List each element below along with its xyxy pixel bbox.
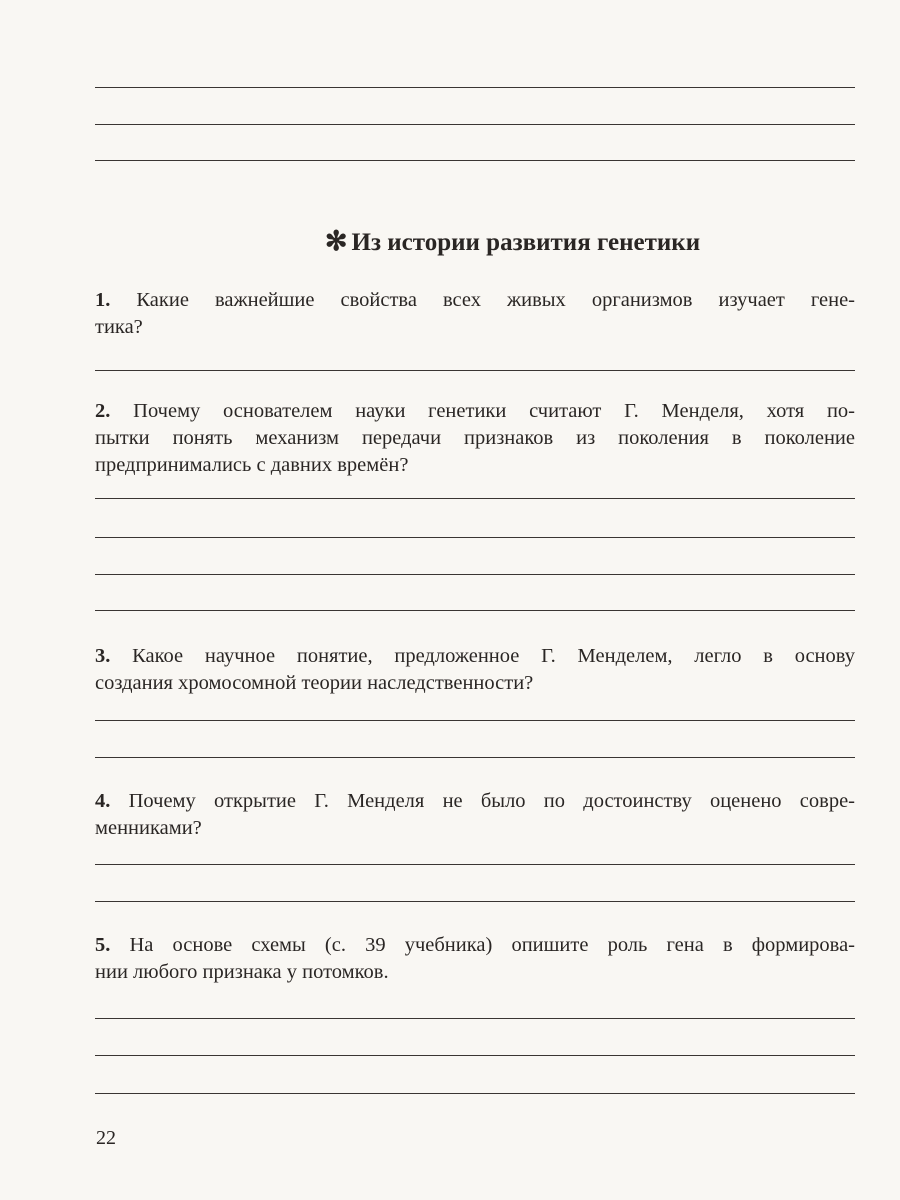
question-line <box>95 398 855 425</box>
question-number: 2. <box>95 400 111 422</box>
question-text: Почему открытие Г. Менделя не было по достоинству оценено совре- <box>128 790 856 812</box>
answer-line[interactable] <box>95 87 855 88</box>
question-number: 4. <box>95 790 111 812</box>
question-text: Почему основателем науки генетики считают Г. Менделя, хотя по- <box>133 400 856 422</box>
answer-line[interactable] <box>95 124 855 125</box>
answer-line[interactable] <box>95 370 855 371</box>
question-text: создания хромосомной теории наследственности? <box>95 672 534 694</box>
answer-line[interactable] <box>95 610 855 611</box>
answer-line[interactable] <box>95 1093 855 1094</box>
question-text: нии любого признака у потомков. <box>95 961 389 983</box>
question-text: тика? <box>95 316 143 338</box>
section-title-text: Из истории развития генетики <box>351 229 701 256</box>
question-text: На основе схемы (с. 39 учебника) опишите роль гена в формирова- <box>129 934 855 956</box>
answer-line[interactable] <box>95 1055 855 1056</box>
question-5 <box>95 932 855 986</box>
question-text: предпринимались с давних времён? <box>95 454 409 476</box>
question-4 <box>95 788 855 842</box>
page-number: 22 <box>96 1127 116 1149</box>
question-line <box>95 670 855 697</box>
question-line <box>95 815 855 842</box>
answer-line[interactable] <box>95 498 855 499</box>
answer-line[interactable] <box>95 757 855 758</box>
question-line <box>95 452 855 479</box>
question-line <box>95 959 855 986</box>
question-text: пытки понять механизм передачи признаков из поколения в поколение <box>95 427 855 449</box>
question-number: 3. <box>95 645 111 667</box>
section-title <box>0 226 900 257</box>
answer-line[interactable] <box>95 901 855 902</box>
question-1 <box>95 287 855 341</box>
answer-line[interactable] <box>95 864 855 865</box>
answer-line[interactable] <box>95 160 855 161</box>
question-3 <box>95 643 855 697</box>
question-text: Какие важнейшие свойства всех живых организмов изучает гене- <box>136 289 855 311</box>
question-line <box>95 932 855 959</box>
asterisk-icon: ✻ <box>324 226 348 256</box>
question-line <box>95 643 855 670</box>
question-number: 1. <box>95 289 111 311</box>
answer-line[interactable] <box>95 1018 855 1019</box>
question-line <box>95 425 855 452</box>
answer-line[interactable] <box>95 574 855 575</box>
question-text: менниками? <box>95 817 202 839</box>
question-line <box>95 287 855 314</box>
question-text: Какое научное понятие, предложенное Г. Менделем, легло в основу <box>132 645 855 667</box>
answer-line[interactable] <box>95 537 855 538</box>
question-number: 5. <box>95 934 111 956</box>
answer-line[interactable] <box>95 720 855 721</box>
question-line <box>95 788 855 815</box>
question-2 <box>95 398 855 479</box>
question-line <box>95 314 855 341</box>
